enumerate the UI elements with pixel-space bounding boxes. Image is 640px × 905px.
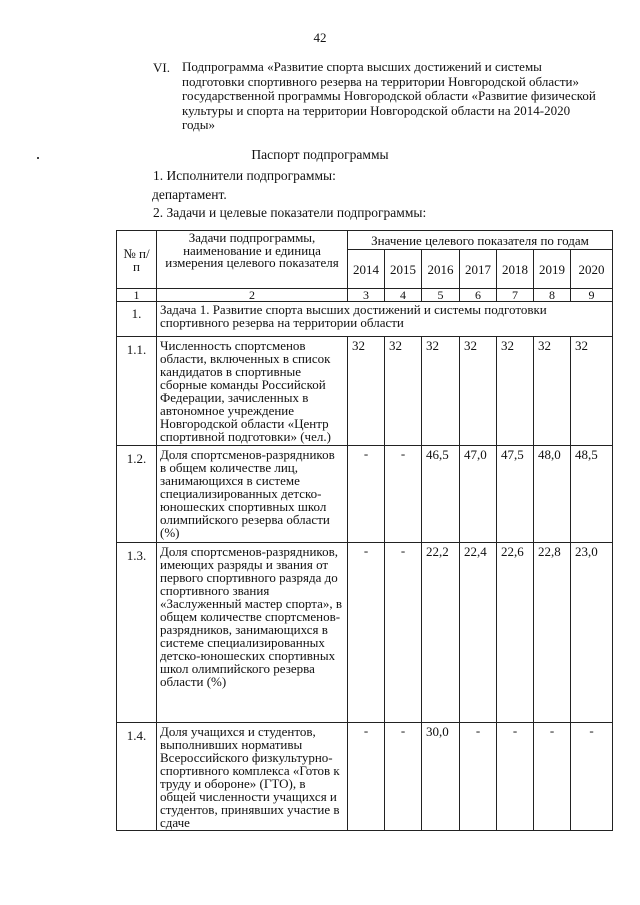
column-number: 6: [460, 289, 497, 302]
row-number: 1.3.: [117, 543, 157, 723]
table-row: [117, 543, 613, 723]
value-cell: 32: [348, 337, 385, 446]
table-row: [117, 446, 613, 543]
value-cell: 32: [460, 337, 497, 446]
task-number: 1.: [117, 302, 157, 337]
value-cell: 32: [497, 337, 534, 446]
value-cell: 32: [422, 337, 460, 446]
value-cell: -: [348, 723, 385, 831]
value-cell: 48,0: [534, 446, 571, 543]
header-task: Задачи подпрограммы, наименование и единица измерения целевого показателя: [157, 231, 348, 289]
header-values: Значение целевого показателя по годам: [348, 231, 613, 250]
value-cell: 30,0: [422, 723, 460, 831]
column-number: 3: [348, 289, 385, 302]
value-cell: -: [385, 723, 422, 831]
task-text: Задача 1. Развитие спорта высших достижений и системы подготовки спортивного резерва на территории области: [157, 302, 613, 337]
year-cell: 2014: [348, 250, 385, 289]
header-no: № п/п: [117, 231, 157, 289]
value-cell: -: [460, 723, 497, 831]
value-cell: 46,5: [422, 446, 460, 543]
value-cell: 22,2: [422, 543, 460, 723]
executors-value: департамент.: [152, 187, 227, 202]
column-number: 7: [497, 289, 534, 302]
value-cell: 32: [534, 337, 571, 446]
value-cell: 23,0: [571, 543, 613, 723]
year-cell: 2017: [460, 250, 497, 289]
column-number: 9: [571, 289, 613, 302]
value-cell: -: [348, 543, 385, 723]
table-row: [117, 337, 613, 446]
year-cell: 2020: [571, 250, 613, 289]
value-cell: 22,6: [497, 543, 534, 723]
value-cell: -: [571, 723, 613, 831]
value-cell: 32: [571, 337, 613, 446]
column-number-row: [117, 289, 613, 302]
indicators-table: [116, 230, 613, 831]
year-cell: 2019: [534, 250, 571, 289]
value-cell: 48,5: [571, 446, 613, 543]
row-text: Доля учащихся и студентов, выполнивших нормативы Всероссийского физкультурно-спортивного комплекса «Готов к труду и обороне» (ГТО), в общей численности учащихся и студентов, принявших участие в сдаче: [157, 723, 348, 831]
column-number: 2: [157, 289, 348, 302]
value-cell: -: [497, 723, 534, 831]
column-number: 1: [117, 289, 157, 302]
row-number: 1.4.: [117, 723, 157, 831]
year-cell: 2018: [497, 250, 534, 289]
value-cell: 22,4: [460, 543, 497, 723]
section-title: Подпрограмма «Развитие спорта высших достижений и системы подготовки спортивного резерва на территории Новгородской области» государственной программы Новгородской области «Развитие физической культуры и спорта на территории Новгородской области на 2014-2020 годы»: [182, 59, 596, 132]
row-text: Доля спортсменов-разрядников в общем количестве лиц, занимающихся в системе специализированных детско-юношеских спортивных школ олимпийского резерва области (%): [157, 446, 348, 543]
value-cell: -: [385, 543, 422, 723]
column-number: 5: [422, 289, 460, 302]
row-number: 1.2.: [117, 446, 157, 543]
row-text: Доля спортсменов-разрядников, имеющих разряды и звания от первого спортивного разряда до спортивного звания «Заслуженный мастер спорта», в общем количестве спортсменов-разрядников, занимающихся в системе специализированных детско-юношеских спортивных школ олимпийского резерва области (%): [157, 543, 348, 723]
page-number: 42: [313, 30, 327, 45]
value-cell: -: [385, 446, 422, 543]
value-cell: 32: [385, 337, 422, 446]
row-text: Численность спортсменов области, включенных в список кандидатов в спортивные сборные команды Российской Федерации, зачисленных в автономное учреждение Новгородской области «Центр спортивной подготовки» (чел.): [157, 337, 348, 446]
column-number: 4: [385, 289, 422, 302]
tasks-heading: 2. Задачи и целевые показатели подпрограммы:: [153, 205, 427, 220]
column-number: 8: [534, 289, 571, 302]
row-number: 1.1.: [117, 337, 157, 446]
table-row: [117, 723, 613, 831]
value-cell: -: [534, 723, 571, 831]
value-cell: 47,0: [460, 446, 497, 543]
executors-heading: 1. Исполнители подпрограммы:: [153, 168, 336, 183]
year-cell: 2015: [385, 250, 422, 289]
passport-title: Паспорт подпрограммы: [251, 147, 389, 162]
value-cell: 47,5: [497, 446, 534, 543]
value-cell: -: [348, 446, 385, 543]
section-number: VI.: [153, 60, 170, 75]
task-row: [117, 302, 613, 337]
value-cell: 22,8: [534, 543, 571, 723]
year-cell: 2016: [422, 250, 460, 289]
